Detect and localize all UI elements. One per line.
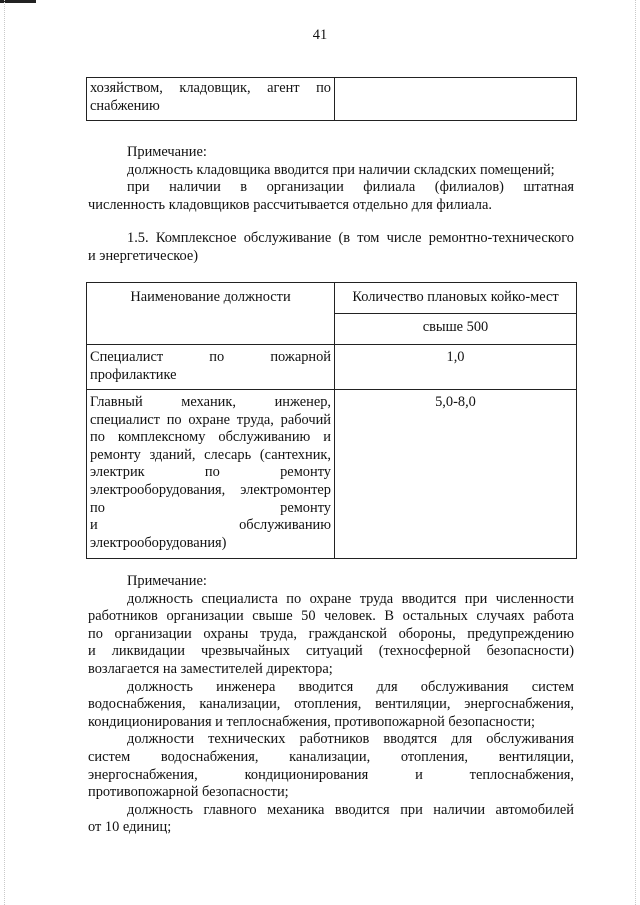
- subheader-count: [335, 314, 577, 345]
- cell-line: профилактике: [90, 366, 177, 383]
- cell-line: по комплексному обслуживанию и: [90, 429, 331, 446]
- table-row: [87, 78, 577, 121]
- value-cell: [335, 390, 577, 559]
- note-line: должность кладовщика вводится при наличии складских помещений;: [127, 161, 555, 178]
- cell-line: Специалист по пожарной: [90, 349, 331, 365]
- cell-line: хозяйством, кладовщик, агент по: [90, 80, 331, 96]
- note-line: должность инженера вводится для обслуживания систем: [127, 678, 574, 695]
- note-1: [88, 144, 574, 214]
- header-count: [335, 283, 577, 314]
- note-2: [88, 573, 574, 837]
- note-heading: Примечание:: [127, 144, 207, 160]
- cell-line: электрооборудования, электромонтер: [90, 481, 331, 498]
- page-number: 41: [312, 27, 328, 43]
- header-count-label: Количество плановых койко-мест: [352, 289, 559, 305]
- cell-line: снабжению: [90, 97, 160, 114]
- staffing-table: [86, 282, 577, 559]
- note-line: должность специалиста по охране труда вводится при численности: [127, 590, 574, 607]
- value: 5,0-8,0: [435, 394, 476, 410]
- section-line: и энергетическое): [88, 247, 199, 264]
- table-header-row: [87, 283, 577, 314]
- note-line: и ликвидации чрезвычайных ситуаций (техносферной безопасности): [88, 643, 574, 660]
- table-cell: [87, 78, 335, 121]
- note-line: энергоснабжения, кондиционирования и теплоснабжения,: [88, 766, 574, 783]
- value-cell: [335, 345, 577, 390]
- note-line: по организации охраны труда, гражданской обороны, предупреждению: [88, 625, 574, 642]
- position-cell: [87, 390, 335, 559]
- note-line: при наличии в организации филиала (филиалов) штатная: [127, 179, 574, 196]
- header-position: [87, 283, 335, 345]
- note-line: работников организации свыше 50 человек. В остальных случаях работа: [88, 608, 574, 625]
- value: 1,0: [446, 349, 465, 365]
- note-line: кондиционирования и теплоснабжения, противопожарной безопасности;: [88, 713, 536, 730]
- cell-line: ремонту зданий, слесарь (сантехник,: [90, 446, 331, 463]
- header-position-label: Наименование должности: [130, 289, 291, 305]
- cell-line: специалист по охране труда, рабочий: [90, 411, 331, 428]
- table-cell: [335, 78, 577, 121]
- table-row: [87, 390, 577, 559]
- note-heading: Примечание:: [127, 573, 207, 589]
- scan-edge-right: [635, 0, 636, 905]
- scan-corner-mark: [0, 0, 36, 3]
- top-table: [86, 77, 577, 121]
- note-line: численность кладовщиков рассчитывается отдельно для филиала.: [88, 196, 492, 213]
- cell-line: электрик по ремонту: [90, 464, 331, 481]
- cell-line: и обслуживанию: [90, 517, 331, 534]
- subheader-label: свыше 500: [422, 319, 489, 335]
- scan-edge-left: [4, 0, 5, 905]
- note-line: должности технических работников вводятся для обслуживания: [127, 731, 574, 748]
- note-line: противопожарной безопасности;: [88, 784, 289, 801]
- note-line: систем водоснабжения, канализации, отопления, вентиляции,: [88, 748, 574, 765]
- table-row: [87, 345, 577, 390]
- cell-line: электрооборудования): [90, 534, 227, 551]
- note-line: от 10 единиц;: [88, 819, 172, 836]
- note-line: возлагается на заместителей директора;: [88, 660, 333, 677]
- section-heading: [88, 230, 574, 265]
- section-line: 1.5. Комплексное обслуживание (в том числе ремонтно-технического: [127, 230, 574, 246]
- note-line: должность главного механика вводится при наличии автомобилей: [127, 801, 574, 818]
- cell-line: Главный механик, инженер,: [90, 394, 331, 410]
- note-line: водоснабжения, канализации, отопления, вентиляции, энергоснабжения,: [88, 696, 574, 713]
- cell-line: по ремонту: [90, 499, 331, 516]
- position-cell: [87, 345, 335, 390]
